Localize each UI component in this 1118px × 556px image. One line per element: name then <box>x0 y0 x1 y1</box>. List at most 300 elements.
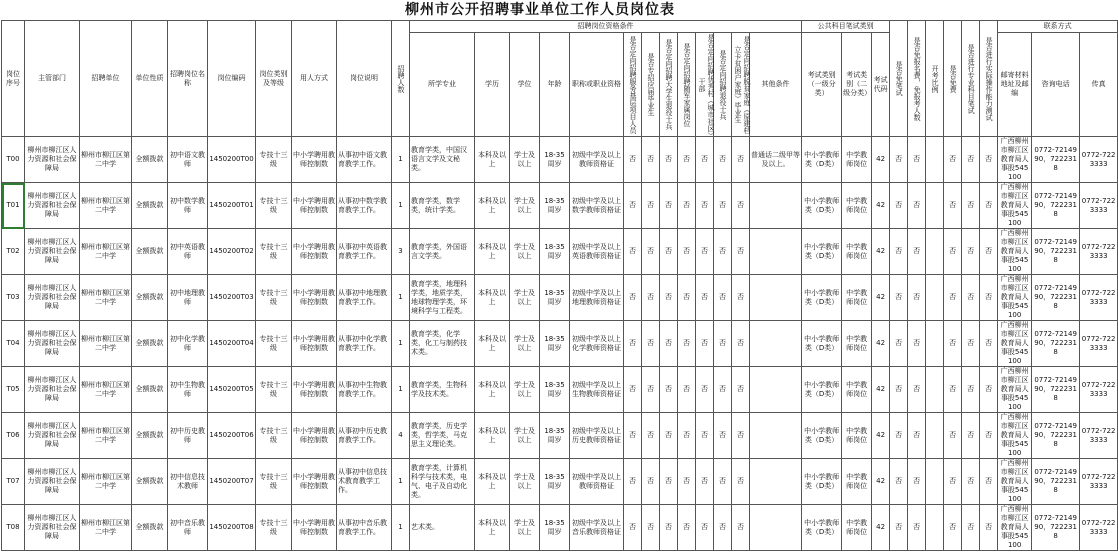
table-row[interactable] <box>2 505 1118 551</box>
cell-c4[interactable]: 否 <box>678 367 696 413</box>
cell-count[interactable]: 1 <box>392 459 410 505</box>
cell-title-cert[interactable]: 初级中学及以上生物教师资格证 <box>570 367 624 413</box>
cell-address[interactable]: 广西柳州市柳江区教育局人事股545100 <box>998 459 1032 505</box>
cell-count[interactable]: 4 <box>392 413 410 459</box>
cell-seq[interactable]: T07 <box>2 459 25 505</box>
cell-seq[interactable]: T01 <box>2 183 25 229</box>
cell-e6[interactable]: 否 <box>980 183 998 229</box>
cell-e3[interactable] <box>926 321 944 367</box>
cell-age[interactable]: 18-35周岁 <box>540 275 570 321</box>
cell-unit[interactable]: 柳州市柳江区第二中学 <box>80 275 132 321</box>
cell-post-name[interactable]: 初中语文教师 <box>168 137 208 183</box>
cell-age[interactable]: 18-35周岁 <box>540 137 570 183</box>
cell-c4[interactable]: 否 <box>678 229 696 275</box>
cell-e2[interactable]: 否 <box>908 229 926 275</box>
cell-c1[interactable]: 否 <box>624 505 642 551</box>
cell-c3[interactable]: 否 <box>660 137 678 183</box>
cell-c1[interactable]: 否 <box>624 229 642 275</box>
cell-degree[interactable]: 学士及以上 <box>510 505 540 551</box>
cell-c2[interactable]: 否 <box>642 459 660 505</box>
cell-age[interactable]: 18-35周岁 <box>540 505 570 551</box>
cell-dept[interactable]: 柳州市柳江区人力资源和社会保障局 <box>25 413 80 459</box>
cell-c4[interactable]: 否 <box>678 413 696 459</box>
cell-age[interactable]: 18-35周岁 <box>540 367 570 413</box>
cell-c3[interactable]: 否 <box>660 321 678 367</box>
cell-c1[interactable]: 否 <box>624 367 642 413</box>
cell-e1[interactable]: 否 <box>890 229 908 275</box>
cell-c4[interactable]: 否 <box>678 183 696 229</box>
cell-e2[interactable]: 否 <box>908 137 926 183</box>
cell-exam2[interactable]: 中学教师岗位 <box>842 275 872 321</box>
cell-title-cert[interactable]: 初级中学及以上地理教师资格证 <box>570 275 624 321</box>
cell-major[interactable]: 教育学类，中国汉语言文学及文秘类。 <box>410 137 475 183</box>
cell-count[interactable]: 1 <box>392 367 410 413</box>
cell-seq[interactable]: T08 <box>2 505 25 551</box>
cell-c5[interactable]: 否 <box>696 275 714 321</box>
cell-post-name[interactable]: 初中化学教师 <box>168 321 208 367</box>
cell-dept[interactable]: 柳州市柳江区人力资源和社会保障局 <box>25 183 80 229</box>
cell-age[interactable]: 18-35周岁 <box>540 459 570 505</box>
cell-phone[interactable]: 0772-7214990，7222318 <box>1032 367 1080 413</box>
cell-c7[interactable]: 否 <box>732 459 750 505</box>
cell-education[interactable]: 本科及以上 <box>475 459 510 505</box>
cell-count[interactable]: 1 <box>392 183 410 229</box>
cell-education[interactable]: 本科及以上 <box>475 183 510 229</box>
cell-unit[interactable]: 柳州市柳江区第二中学 <box>80 367 132 413</box>
cell-other[interactable] <box>750 321 802 367</box>
cell-post-level[interactable]: 专技十三级 <box>256 183 292 229</box>
cell-post-desc[interactable]: 从事初中地理教育教学工作。 <box>337 275 392 321</box>
cell-e4[interactable]: 否 <box>944 229 962 275</box>
cell-unit[interactable]: 柳州市柳江区第二中学 <box>80 505 132 551</box>
cell-c6[interactable]: 否 <box>714 505 732 551</box>
cell-post-code[interactable]: 1450200T08 <box>208 505 256 551</box>
cell-exam1[interactable]: 中小学教师类（D类） <box>802 183 842 229</box>
cell-other[interactable] <box>750 275 802 321</box>
cell-dept[interactable]: 柳州市柳江区人力资源和社会保障局 <box>25 367 80 413</box>
cell-c2[interactable]: 否 <box>642 275 660 321</box>
cell-post-code[interactable]: 1450200T06 <box>208 413 256 459</box>
cell-c7[interactable]: 否 <box>732 229 750 275</box>
cell-e6[interactable]: 否 <box>980 459 998 505</box>
cell-dept[interactable]: 柳州市柳江区人力资源和社会保障局 <box>25 229 80 275</box>
cell-education[interactable]: 本科及以上 <box>475 229 510 275</box>
cell-c7[interactable]: 否 <box>732 183 750 229</box>
cell-post-desc[interactable]: 从事初中音乐教育教学工作。 <box>337 505 392 551</box>
cell-address[interactable]: 广西柳州市柳江区教育局人事股545100 <box>998 413 1032 459</box>
cell-address[interactable]: 广西柳州市柳江区教育局人事股545100 <box>998 183 1032 229</box>
cell-seq[interactable]: T03 <box>2 275 25 321</box>
cell-c2[interactable]: 否 <box>642 367 660 413</box>
cell-c5[interactable]: 否 <box>696 459 714 505</box>
cell-e4[interactable]: 否 <box>944 183 962 229</box>
cell-dept[interactable]: 柳州市柳江区人力资源和社会保障局 <box>25 505 80 551</box>
cell-post-desc[interactable]: 从事初中英语教育教学工作。 <box>337 229 392 275</box>
cell-e1[interactable]: 否 <box>890 459 908 505</box>
cell-post-name[interactable]: 初中音乐教师 <box>168 505 208 551</box>
cell-c3[interactable]: 否 <box>660 459 678 505</box>
cell-unit-type[interactable]: 全额拨款 <box>132 459 168 505</box>
cell-c2[interactable]: 否 <box>642 413 660 459</box>
cell-e1[interactable]: 否 <box>890 183 908 229</box>
cell-c5[interactable]: 否 <box>696 367 714 413</box>
cell-post-level[interactable]: 专技十三级 <box>256 275 292 321</box>
cell-c6[interactable]: 否 <box>714 229 732 275</box>
cell-exam-code[interactable]: 42 <box>872 137 890 183</box>
cell-e6[interactable]: 否 <box>980 505 998 551</box>
cell-e2[interactable]: 否 <box>908 183 926 229</box>
cell-exam2[interactable]: 中学教师岗位 <box>842 183 872 229</box>
cell-c7[interactable]: 否 <box>732 275 750 321</box>
cell-e5[interactable]: 否 <box>962 413 980 459</box>
cell-degree[interactable]: 学士及以上 <box>510 413 540 459</box>
cell-post-level[interactable]: 专技十三级 <box>256 367 292 413</box>
cell-e4[interactable]: 否 <box>944 137 962 183</box>
cell-post-code[interactable]: 1450200T07 <box>208 459 256 505</box>
cell-other[interactable] <box>750 413 802 459</box>
cell-title-cert[interactable]: 初级中学及以上化学教师资格证 <box>570 321 624 367</box>
cell-e2[interactable]: 否 <box>908 367 926 413</box>
cell-seq[interactable]: T00 <box>2 137 25 183</box>
cell-other[interactable] <box>750 505 802 551</box>
cell-employ-mode[interactable]: 中小学聘用教师控制数 <box>292 413 337 459</box>
cell-e3[interactable] <box>926 505 944 551</box>
cell-c3[interactable]: 否 <box>660 367 678 413</box>
cell-exam1[interactable]: 中小学教师类（D类） <box>802 367 842 413</box>
cell-c3[interactable]: 否 <box>660 183 678 229</box>
cell-post-name[interactable]: 初中历史教师 <box>168 413 208 459</box>
cell-degree[interactable]: 学士及以上 <box>510 183 540 229</box>
cell-c2[interactable]: 否 <box>642 321 660 367</box>
cell-exam-code[interactable]: 42 <box>872 321 890 367</box>
cell-e1[interactable]: 否 <box>890 321 908 367</box>
cell-other[interactable] <box>750 229 802 275</box>
cell-c6[interactable]: 否 <box>714 413 732 459</box>
cell-title-cert[interactable]: 初级中学及以上音乐教师资格证 <box>570 505 624 551</box>
cell-c4[interactable]: 否 <box>678 505 696 551</box>
cell-exam-code[interactable]: 42 <box>872 459 890 505</box>
cell-fax[interactable]: 0772-7223333 <box>1080 229 1118 275</box>
cell-c6[interactable]: 否 <box>714 459 732 505</box>
cell-c5[interactable]: 否 <box>696 183 714 229</box>
cell-e4[interactable]: 否 <box>944 459 962 505</box>
cell-exam2[interactable]: 中学教师岗位 <box>842 459 872 505</box>
cell-e3[interactable] <box>926 413 944 459</box>
cell-fax[interactable]: 0772-7223333 <box>1080 183 1118 229</box>
cell-post-desc[interactable]: 从事初中数学教育教学工作。 <box>337 183 392 229</box>
cell-education[interactable]: 本科及以上 <box>475 275 510 321</box>
cell-unit-type[interactable]: 全额拨款 <box>132 229 168 275</box>
cell-e6[interactable]: 否 <box>980 367 998 413</box>
cell-unit-type[interactable]: 全额拨款 <box>132 413 168 459</box>
cell-education[interactable]: 本科及以上 <box>475 137 510 183</box>
cell-post-level[interactable]: 专技十三级 <box>256 321 292 367</box>
cell-age[interactable]: 18-35周岁 <box>540 413 570 459</box>
cell-fax[interactable]: 0772-7223333 <box>1080 321 1118 367</box>
cell-title-cert[interactable]: 初级中学及以上教师资格证 <box>570 137 624 183</box>
table-row[interactable] <box>2 367 1118 413</box>
cell-e6[interactable]: 否 <box>980 321 998 367</box>
cell-e3[interactable] <box>926 229 944 275</box>
cell-fax[interactable]: 0772-7223333 <box>1080 275 1118 321</box>
cell-c6[interactable]: 否 <box>714 321 732 367</box>
cell-address[interactable]: 广西柳州市柳江区教育局人事股545100 <box>998 367 1032 413</box>
cell-major[interactable]: 教育学类，计算机科学与技术类，电气、电子及自动化类。 <box>410 459 475 505</box>
cell-post-code[interactable]: 1450200T00 <box>208 137 256 183</box>
table-row[interactable] <box>2 321 1118 367</box>
cell-e1[interactable]: 否 <box>890 413 908 459</box>
cell-seq[interactable]: T04 <box>2 321 25 367</box>
cell-e1[interactable]: 否 <box>890 137 908 183</box>
cell-education[interactable]: 本科及以上 <box>475 413 510 459</box>
cell-phone[interactable]: 0772-7214990，7222318 <box>1032 321 1080 367</box>
cell-employ-mode[interactable]: 中小学聘用教师控制数 <box>292 137 337 183</box>
cell-c2[interactable]: 否 <box>642 137 660 183</box>
cell-post-desc[interactable]: 从事初中化学教育教学工作。 <box>337 321 392 367</box>
cell-c6[interactable]: 否 <box>714 183 732 229</box>
cell-count[interactable]: 1 <box>392 275 410 321</box>
cell-post-name[interactable]: 初中生物教师 <box>168 367 208 413</box>
cell-c4[interactable]: 否 <box>678 321 696 367</box>
cell-post-name[interactable]: 初中数学教师 <box>168 183 208 229</box>
cell-c1[interactable]: 否 <box>624 413 642 459</box>
cell-c7[interactable]: 否 <box>732 367 750 413</box>
cell-major[interactable]: 教育学类，地理科学类，地质学类，地球物理学类，环境科学与工程类。 <box>410 275 475 321</box>
cell-c5[interactable]: 否 <box>696 229 714 275</box>
cell-exam1[interactable]: 中小学教师类（D类） <box>802 275 842 321</box>
cell-e5[interactable]: 否 <box>962 275 980 321</box>
cell-exam1[interactable]: 中小学教师类（D类） <box>802 413 842 459</box>
cell-post-code[interactable]: 1450200T02 <box>208 229 256 275</box>
cell-c7[interactable]: 否 <box>732 413 750 459</box>
cell-phone[interactable]: 0772-7214990，7222318 <box>1032 183 1080 229</box>
cell-c3[interactable]: 否 <box>660 275 678 321</box>
cell-major[interactable]: 教育学类，外国语言文学类。 <box>410 229 475 275</box>
cell-exam1[interactable]: 中小学教师类（D类） <box>802 459 842 505</box>
cell-unit-type[interactable]: 全额拨款 <box>132 183 168 229</box>
cell-unit-type[interactable]: 全额拨款 <box>132 321 168 367</box>
cell-phone[interactable]: 0772-7214990，7222318 <box>1032 137 1080 183</box>
cell-phone[interactable]: 0772-7214990，7222318 <box>1032 275 1080 321</box>
cell-employ-mode[interactable]: 中小学聘用教师控制数 <box>292 367 337 413</box>
cell-unit[interactable]: 柳州市柳江区第二中学 <box>80 183 132 229</box>
cell-post-code[interactable]: 1450200T05 <box>208 367 256 413</box>
cell-c7[interactable]: 否 <box>732 137 750 183</box>
cell-e1[interactable]: 否 <box>890 275 908 321</box>
table-row[interactable] <box>2 137 1118 183</box>
cell-degree[interactable]: 学士及以上 <box>510 137 540 183</box>
cell-unit[interactable]: 柳州市柳江区第二中学 <box>80 137 132 183</box>
cell-c6[interactable]: 否 <box>714 137 732 183</box>
cell-e5[interactable]: 否 <box>962 505 980 551</box>
cell-unit[interactable]: 柳州市柳江区第二中学 <box>80 321 132 367</box>
cell-e5[interactable]: 否 <box>962 367 980 413</box>
cell-post-code[interactable]: 1450200T03 <box>208 275 256 321</box>
cell-c2[interactable]: 否 <box>642 229 660 275</box>
cell-unit[interactable]: 柳州市柳江区第二中学 <box>80 459 132 505</box>
cell-count[interactable]: 1 <box>392 505 410 551</box>
cell-employ-mode[interactable]: 中小学聘用教师控制数 <box>292 505 337 551</box>
cell-education[interactable]: 本科及以上 <box>475 367 510 413</box>
cell-post-level[interactable]: 专技十三级 <box>256 459 292 505</box>
cell-title-cert[interactable]: 初级中学及以上教师资格证 <box>570 459 624 505</box>
cell-fax[interactable]: 0772-7223333 <box>1080 505 1118 551</box>
cell-employ-mode[interactable]: 中小学聘用教师控制数 <box>292 229 337 275</box>
cell-e4[interactable]: 否 <box>944 413 962 459</box>
cell-e5[interactable]: 否 <box>962 229 980 275</box>
cell-exam2[interactable]: 中学教师岗位 <box>842 505 872 551</box>
cell-count[interactable]: 1 <box>392 321 410 367</box>
cell-e5[interactable]: 否 <box>962 137 980 183</box>
cell-fax[interactable]: 0772-7223333 <box>1080 367 1118 413</box>
cell-dept[interactable]: 柳州市柳江区人力资源和社会保障局 <box>25 275 80 321</box>
cell-phone[interactable]: 0772-7214990，7222318 <box>1032 413 1080 459</box>
cell-unit-type[interactable]: 全额拨款 <box>132 137 168 183</box>
cell-degree[interactable]: 学士及以上 <box>510 275 540 321</box>
cell-major[interactable]: 教育学类，数学类，统计学类。 <box>410 183 475 229</box>
cell-exam2[interactable]: 中学教师岗位 <box>842 137 872 183</box>
cell-exam1[interactable]: 中小学教师类（D类） <box>802 505 842 551</box>
cell-e5[interactable]: 否 <box>962 183 980 229</box>
cell-c6[interactable]: 否 <box>714 367 732 413</box>
table-row[interactable] <box>2 459 1118 505</box>
cell-c5[interactable]: 否 <box>696 137 714 183</box>
cell-other[interactable] <box>750 367 802 413</box>
cell-post-desc[interactable]: 从事初中生物教育教学工作。 <box>337 367 392 413</box>
cell-other[interactable] <box>750 459 802 505</box>
cell-seq[interactable]: T06 <box>2 413 25 459</box>
cell-major[interactable]: 教育学类，生物科学及技术类。 <box>410 367 475 413</box>
cell-exam-code[interactable]: 42 <box>872 183 890 229</box>
cell-exam1[interactable]: 中小学教师类（D类） <box>802 137 842 183</box>
cell-employ-mode[interactable]: 中小学聘用教师控制数 <box>292 459 337 505</box>
cell-dept[interactable]: 柳州市柳江区人力资源和社会保障局 <box>25 137 80 183</box>
cell-c2[interactable]: 否 <box>642 183 660 229</box>
cell-c2[interactable]: 否 <box>642 505 660 551</box>
cell-unit-type[interactable]: 全额拨款 <box>132 505 168 551</box>
cell-major[interactable]: 教育学类，历史学类，哲学类，马克思主义理论类。 <box>410 413 475 459</box>
cell-age[interactable]: 18-35周岁 <box>540 321 570 367</box>
cell-degree[interactable]: 学士及以上 <box>510 367 540 413</box>
cell-age[interactable]: 18-35周岁 <box>540 229 570 275</box>
cell-seq[interactable]: T05 <box>2 367 25 413</box>
cell-e2[interactable]: 否 <box>908 321 926 367</box>
cell-e4[interactable]: 否 <box>944 275 962 321</box>
cell-e6[interactable]: 否 <box>980 275 998 321</box>
cell-degree[interactable]: 学士及以上 <box>510 229 540 275</box>
cell-employ-mode[interactable]: 中小学聘用教师控制数 <box>292 183 337 229</box>
cell-c6[interactable]: 否 <box>714 275 732 321</box>
cell-e6[interactable]: 否 <box>980 413 998 459</box>
cell-c1[interactable]: 否 <box>624 137 642 183</box>
cell-post-name[interactable]: 初中英语教师 <box>168 229 208 275</box>
cell-major[interactable]: 教育学类，化学类，化工与制药技术类。 <box>410 321 475 367</box>
cell-exam2[interactable]: 中学教师岗位 <box>842 229 872 275</box>
cell-post-desc[interactable]: 从事初中语文教育教学工作。 <box>337 137 392 183</box>
cell-e1[interactable]: 否 <box>890 505 908 551</box>
cell-e3[interactable] <box>926 367 944 413</box>
cell-e5[interactable]: 否 <box>962 321 980 367</box>
cell-address[interactable]: 广西柳州市柳江区教育局人事股545100 <box>998 321 1032 367</box>
cell-post-code[interactable]: 1450200T04 <box>208 321 256 367</box>
cell-count[interactable]: 3 <box>392 229 410 275</box>
cell-phone[interactable]: 0772-7214990，7222318 <box>1032 505 1080 551</box>
cell-c7[interactable]: 否 <box>732 505 750 551</box>
cell-title-cert[interactable]: 初级中学及以上数学教师资格证 <box>570 183 624 229</box>
cell-e1[interactable]: 否 <box>890 367 908 413</box>
cell-c1[interactable]: 否 <box>624 275 642 321</box>
cell-education[interactable]: 本科及以上 <box>475 505 510 551</box>
cell-e3[interactable] <box>926 275 944 321</box>
cell-exam-code[interactable]: 42 <box>872 367 890 413</box>
cell-exam2[interactable]: 中学教师岗位 <box>842 367 872 413</box>
cell-post-level[interactable]: 专技十三级 <box>256 229 292 275</box>
cell-e6[interactable]: 否 <box>980 229 998 275</box>
cell-exam-code[interactable]: 42 <box>872 505 890 551</box>
cell-address[interactable]: 广西柳州市柳江区教育局人事股545100 <box>998 275 1032 321</box>
cell-e3[interactable] <box>926 459 944 505</box>
cell-c3[interactable]: 否 <box>660 413 678 459</box>
cell-unit-type[interactable]: 全额拨款 <box>132 275 168 321</box>
cell-c4[interactable]: 否 <box>678 137 696 183</box>
cell-title-cert[interactable]: 初级中学及以上英语教师资格证 <box>570 229 624 275</box>
cell-e5[interactable]: 否 <box>962 459 980 505</box>
cell-exam2[interactable]: 中学教师岗位 <box>842 413 872 459</box>
cell-post-name[interactable]: 初中地理教师 <box>168 275 208 321</box>
cell-exam-code[interactable]: 42 <box>872 275 890 321</box>
table-row[interactable] <box>2 275 1118 321</box>
cell-post-desc[interactable]: 从事初中信息技术教育教学工作。 <box>337 459 392 505</box>
cell-exam-code[interactable]: 42 <box>872 229 890 275</box>
table-row[interactable] <box>2 183 1118 229</box>
cell-count[interactable]: 1 <box>392 137 410 183</box>
table-row[interactable] <box>2 229 1118 275</box>
cell-address[interactable]: 广西柳州市柳江区教育局人事股545100 <box>998 137 1032 183</box>
cell-phone[interactable]: 0772-7214990，7222318 <box>1032 459 1080 505</box>
table-row[interactable] <box>2 413 1118 459</box>
cell-exam2[interactable]: 中学教师岗位 <box>842 321 872 367</box>
cell-e2[interactable]: 否 <box>908 413 926 459</box>
cell-post-level[interactable]: 专技十三级 <box>256 505 292 551</box>
cell-c4[interactable]: 否 <box>678 459 696 505</box>
cell-post-level[interactable]: 专技十三级 <box>256 413 292 459</box>
cell-e4[interactable]: 否 <box>944 321 962 367</box>
cell-e2[interactable]: 否 <box>908 459 926 505</box>
cell-e2[interactable]: 否 <box>908 275 926 321</box>
cell-age[interactable]: 18-35周岁 <box>540 183 570 229</box>
cell-e4[interactable]: 否 <box>944 505 962 551</box>
cell-c5[interactable]: 否 <box>696 413 714 459</box>
cell-fax[interactable]: 0772-7223333 <box>1080 459 1118 505</box>
cell-other[interactable]: 普通话二级甲等及以上。 <box>750 137 802 183</box>
cell-c1[interactable]: 否 <box>624 459 642 505</box>
cell-exam1[interactable]: 中小学教师类（D类） <box>802 321 842 367</box>
cell-fax[interactable]: 0772-7223333 <box>1080 137 1118 183</box>
cell-post-desc[interactable]: 从事初中历史教育教学工作。 <box>337 413 392 459</box>
cell-c3[interactable]: 否 <box>660 229 678 275</box>
cell-address[interactable]: 广西柳州市柳江区教育局人事股545100 <box>998 505 1032 551</box>
cell-seq[interactable]: T02 <box>2 229 25 275</box>
cell-c5[interactable]: 否 <box>696 321 714 367</box>
cell-major[interactable]: 艺术类。 <box>410 505 475 551</box>
cell-post-level[interactable]: 专技十三级 <box>256 137 292 183</box>
cell-unit-type[interactable]: 全额拨款 <box>132 367 168 413</box>
cell-employ-mode[interactable]: 中小学聘用教师控制数 <box>292 275 337 321</box>
cell-education[interactable]: 本科及以上 <box>475 321 510 367</box>
cell-e3[interactable] <box>926 183 944 229</box>
cell-exam1[interactable]: 中小学教师类（D类） <box>802 229 842 275</box>
cell-c1[interactable]: 否 <box>624 183 642 229</box>
